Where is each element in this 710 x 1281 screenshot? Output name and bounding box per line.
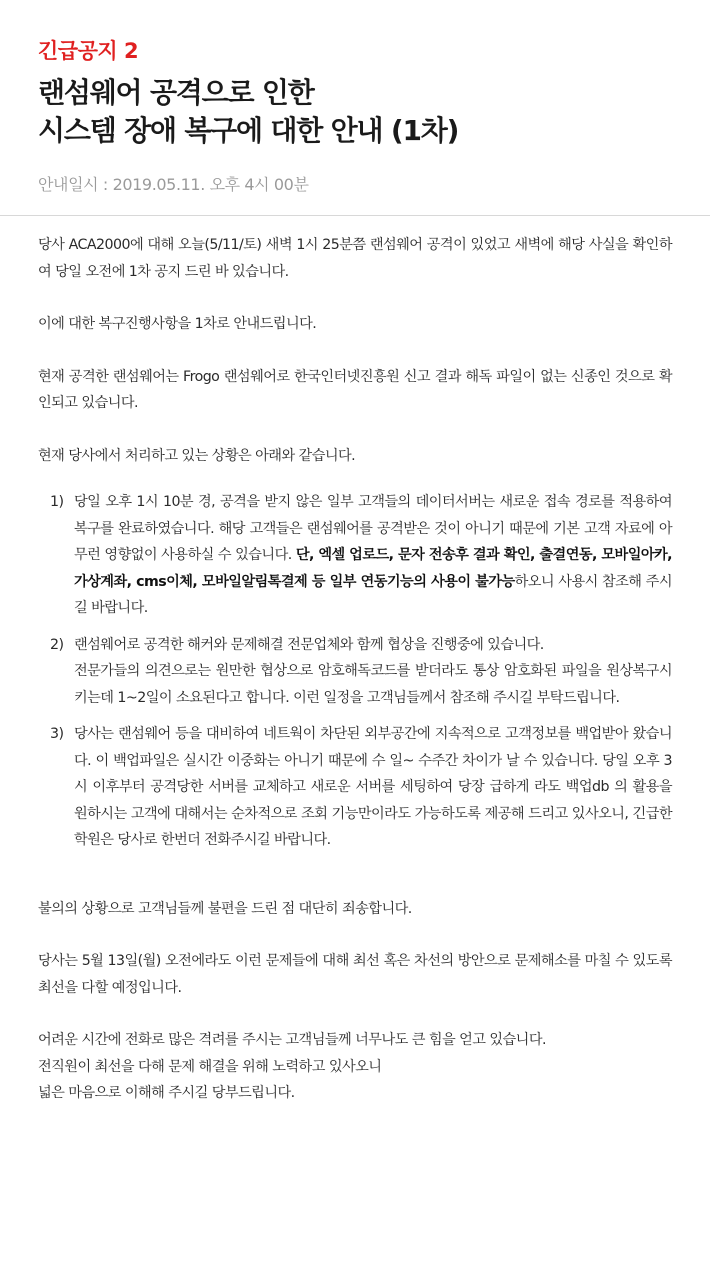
item-1-bold-text: 단, 엑셀 업로드, 문자 전송후 결과 확인, 출결연동, 모바일아카, 가상계좌, cms이체, 모바일알림톡결제 등 일부 연동기능의 사용이 불가능 bbox=[74, 547, 672, 590]
list-item-number: 2) bbox=[50, 636, 64, 653]
title-line-1: 랜섬웨어 공격으로 인한 bbox=[38, 76, 314, 109]
notice-date: 안내일시 : 2019.05.11. 오후 4시 00분 bbox=[38, 175, 309, 194]
list-item-text bbox=[74, 489, 672, 622]
header-divider bbox=[0, 215, 710, 216]
list-item-text: 당사는 랜섬웨어 등을 대비하여 네트웍이 차단된 외부공간에 지속적으로 고객정보를 백업받아 왔습니다. 이 백업파일은 실시간 이중화는 아니기 때문에 수 일~ 수주간 차이가 날 수 있습니다. 당일 오후 3시 이후부터 공격당한 서버를 교체하고 새로운 서버를 세팅하여 당장 급하게 라도 백업db 의 활용을 원하시는 고객에 대해서는 순차적으로 조회 기능만이라도 가능하도록 제공해 드리고 있사오니, 긴급한 학원은 당사로 한번더 전화주시길 바랍니다. bbox=[74, 726, 672, 848]
notice-header bbox=[0, 0, 710, 196]
notice-body bbox=[0, 232, 710, 1107]
closing-line-1: 어려운 시간에 전화로 많은 격려를 주시는 고객님들께 너무나도 큰 힘을 얻고 있습니다. bbox=[38, 1032, 546, 1048]
paragraph-intro: 당사 ACA2000에 대해 오늘(5/11/토) 새벽 1시 25분쯤 랜섬웨어 공격이 있었고 새벽에 해당 사실을 확인하여 당일 오전에 1차 공지 드린 바 있습니다. bbox=[38, 237, 672, 280]
item-2-text-cont: 전문가들의 의견으로는 원만한 협상으로 암호해독코드를 받더라도 통상 암호화된 파일을 원상복구시키는데 1~2일이 소요된다고 합니다. 이런 일정을 고객님들께서 참조해 주시길 부탁드립니다. bbox=[74, 663, 672, 706]
status-list bbox=[38, 489, 672, 854]
item-1-text: 당일 오후 1시 10분 경, 공격을 받지 않은 일부 고객들의 데이터서버는 새로운 접속 경로를 적용하여 복구를 완료하였습니다. 해당 고객들은 랜섬웨어를 공격받은 것이 아니기 때문에 기본 고객 자료에 아무런 영향없이 사용하실 수 있습니다. bbox=[74, 494, 672, 563]
paragraph-status-intro: 현재 당사에서 처리하고 있는 상황은 아래와 같습니다. bbox=[38, 447, 356, 464]
item-1-text-end: 하오니 사용시 참조해 주시길 바랍니다. bbox=[74, 573, 672, 616]
list-item-number: 1) bbox=[50, 494, 64, 510]
paragraph-apology: 불의의 상황으로 고객님들께 불편을 드린 점 대단히 죄송합니다. bbox=[38, 900, 412, 917]
list-item-text bbox=[74, 632, 672, 712]
closing-line-3: 넓은 마음으로 이해해 주시길 당부드립니다. bbox=[38, 1085, 295, 1101]
closing-line-2: 전직원이 최선을 다해 문제 해결을 위해 노력하고 있사오니 bbox=[38, 1058, 382, 1075]
paragraph-ransomware-type: 현재 공격한 랜섬웨어는 Frogo 랜섬웨어로 한국인터넷진흥원 신고 결과 해독 파일이 없는 신종인 것으로 확인되고 있습니다. bbox=[38, 368, 672, 411]
list-item bbox=[38, 721, 672, 854]
page-title bbox=[38, 74, 672, 150]
title-line-2: 시스템 장애 복구에 대한 안내 (1차) bbox=[38, 114, 459, 147]
notice-tag: 긴급공지 2 bbox=[38, 39, 139, 63]
paragraph-closing bbox=[38, 1027, 672, 1107]
list-item bbox=[38, 632, 672, 712]
item-2-text: 랜섬웨어로 공격한 해커와 문제해결 전문업체와 함께 협상을 진행중에 있습니다. bbox=[74, 636, 544, 653]
paragraph-plan: 당사는 5월 13일(월) 오전에라도 이런 문제들에 대해 최선 혹은 차선의 방안으로 문제해소를 마칠 수 있도록 최선을 다할 예정입니다. bbox=[38, 953, 672, 996]
paragraph-progress: 이에 대한 복구진행사항을 1차로 안내드립니다. bbox=[38, 316, 317, 332]
list-item-number: 3) bbox=[50, 726, 64, 742]
list-item bbox=[38, 489, 672, 622]
